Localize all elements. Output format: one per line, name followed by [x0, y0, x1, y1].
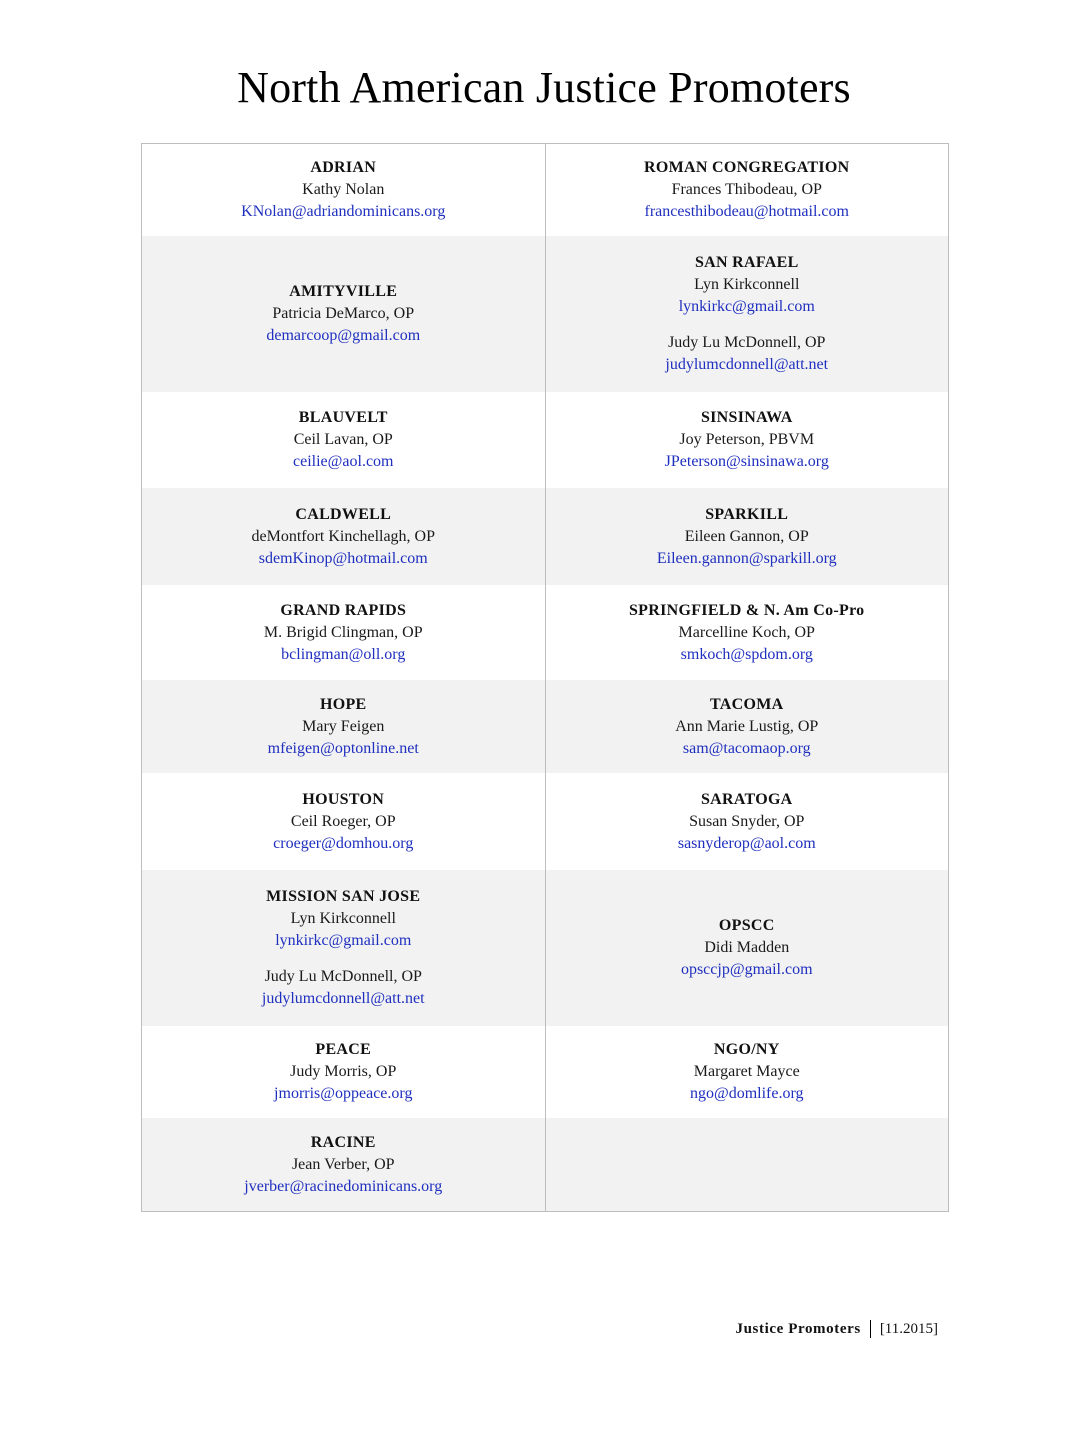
right-entry [546, 488, 949, 585]
organization-name: RACINE [310, 1133, 376, 1151]
left-entry [142, 144, 546, 236]
left-entry [142, 392, 546, 488]
contact-name: Mary Feigen [302, 717, 385, 735]
contact-block [690, 1061, 804, 1105]
contact-email-link[interactable]: ceilie@aol.com [293, 453, 394, 470]
table-row [142, 1026, 948, 1118]
contact-name: deMontfort Kinchellagh, OP [251, 527, 436, 545]
organization-name: PEACE [315, 1041, 372, 1058]
left-entry [142, 488, 546, 585]
table-row [142, 870, 948, 1026]
table-row [142, 585, 948, 680]
page-footer [736, 1320, 939, 1338]
left-entry [142, 236, 546, 392]
footer-label: Justice Promoters [735, 1320, 861, 1337]
contact-block [268, 716, 419, 760]
contact-email-link[interactable]: JPeterson@sinsinawa.org [664, 453, 829, 470]
organization-name: ADRIAN [310, 159, 377, 176]
table-row [142, 144, 948, 236]
contact-name: Lyn Kirkconnell [694, 276, 800, 293]
contact-email-link[interactable]: smkoch@spdom.org [680, 645, 813, 663]
right-entry [546, 870, 949, 1026]
contact-name: M. Brigid Clingman, OP [263, 623, 423, 641]
contact-name: Judy Lu McDonnell, OP [668, 334, 826, 351]
organization-name: CALDWELL [295, 505, 392, 523]
contact-block [262, 966, 425, 1010]
contact-email-link[interactable]: jverber@racinedominicans.org [244, 1177, 443, 1195]
left-entry [142, 585, 546, 680]
contact-email-link[interactable]: opsccjp@gmail.com [680, 961, 813, 978]
contact-name: Ceil Lavan, OP [293, 431, 393, 448]
right-entry [546, 680, 949, 773]
contact-name: Marcelline Koch, OP [678, 623, 815, 641]
contact-name: Ceil Roeger, OP [290, 812, 396, 830]
contact-block [657, 526, 837, 570]
right-entry [546, 1118, 949, 1211]
directory-table [141, 143, 949, 1212]
left-entry [142, 1118, 546, 1211]
contact-email-link[interactable]: sasnyderop@aol.com [677, 834, 816, 852]
organization-name: OPSCC [718, 917, 775, 934]
footer-divider [870, 1320, 871, 1338]
contact-email-link[interactable]: Eileen.gannon@sparkill.org [656, 549, 837, 567]
organization-name: SINSINAWA [700, 409, 793, 426]
contact-name: Joy Peterson, PBVM [679, 431, 815, 448]
table-row [142, 1118, 948, 1211]
contact-block [273, 811, 413, 855]
table-row [142, 773, 948, 870]
page-title: North American Justice Promoters [237, 63, 851, 112]
contact-email-link[interactable]: mfeigen@optonline.net [267, 739, 419, 757]
contact-email-link[interactable]: sdemKinop@hotmail.com [258, 549, 428, 567]
right-entry [546, 1026, 949, 1118]
contact-block [274, 1061, 412, 1105]
contact-block [675, 716, 818, 760]
organization-name: MISSION SAN JOSE [266, 888, 421, 905]
left-entry [142, 1026, 546, 1118]
contact-name: Eileen Gannon, OP [684, 527, 809, 545]
contact-email-link[interactable]: ngo@domlife.org [689, 1085, 804, 1102]
footer-date: [11.2015] [879, 1320, 938, 1337]
organization-name: ROMAN CONGREGATION [643, 159, 850, 176]
contact-email-link[interactable]: lynkirkc@gmail.com [678, 298, 815, 315]
contact-email-link[interactable]: francesthibodeau@hotmail.com [644, 203, 849, 220]
right-entry [546, 144, 949, 236]
contact-email-link[interactable]: bclingman@oll.org [281, 645, 406, 663]
contact-email-link[interactable]: croeger@domhou.org [273, 834, 414, 852]
right-entry [546, 585, 949, 680]
right-entry [546, 392, 949, 488]
left-entry [142, 680, 546, 773]
contact-block [251, 526, 435, 570]
right-entry [546, 236, 949, 392]
contact-block [679, 274, 815, 318]
contact-name: Margaret Mayce [693, 1063, 800, 1080]
table-row [142, 488, 948, 585]
contact-name: Judy Lu McDonnell, OP [264, 968, 422, 985]
contact-block [665, 429, 829, 473]
organization-name: BLAUVELT [298, 409, 388, 426]
contact-block [293, 429, 393, 473]
contact-name: Kathy Nolan [302, 181, 385, 198]
contact-block [681, 937, 813, 981]
contact-block [665, 332, 828, 376]
right-entry [546, 773, 949, 870]
contact-name: Didi Madden [704, 939, 790, 956]
organization-name: SAN RAFAEL [694, 254, 799, 271]
table-row [142, 236, 948, 392]
contact-email-link[interactable]: judylumcdonnell@att.net [665, 356, 829, 373]
organization-name: SPRINGFIELD & N. Am Co-Pro [628, 601, 865, 619]
contact-block [645, 179, 849, 223]
contact-block [679, 622, 815, 666]
organization-name: HOUSTON [302, 790, 385, 808]
organization-name: SARATOGA [700, 790, 793, 808]
left-entry [142, 870, 546, 1026]
contact-block [241, 179, 445, 223]
table-row [142, 392, 948, 488]
contact-block [244, 1154, 442, 1198]
contact-block [275, 908, 411, 952]
organization-name: GRAND RAPIDS [280, 601, 407, 619]
contact-name: Lyn Kirkconnell [290, 910, 396, 927]
contact-block [266, 303, 420, 347]
contact-email-link[interactable]: judylumcdonnell@att.net [261, 990, 425, 1007]
left-entry [142, 773, 546, 870]
contact-name: Frances Thibodeau, OP [671, 181, 822, 198]
contact-email-link[interactable]: demarcoop@gmail.com [266, 327, 421, 344]
contact-name: Patricia DeMarco, OP [272, 305, 415, 322]
contact-name: Judy Morris, OP [290, 1063, 397, 1080]
contact-email-link[interactable]: sam@tacomaop.org [682, 739, 811, 757]
contact-block [264, 622, 423, 666]
contact-name: Ann Marie Lustig, OP [675, 717, 819, 735]
organization-name: HOPE [319, 695, 367, 713]
organization-name: AMITYVILLE [289, 283, 398, 300]
contact-name: Jean Verber, OP [291, 1155, 395, 1173]
contact-email-link[interactable]: lynkirkc@gmail.com [275, 932, 412, 949]
contact-name: Susan Snyder, OP [689, 812, 805, 830]
contact-email-link[interactable]: jmorris@oppeace.org [274, 1085, 413, 1102]
organization-name: SPARKILL [705, 505, 789, 523]
organization-name: TACOMA [710, 695, 784, 713]
organization-name: NGO/NY [713, 1041, 780, 1058]
contact-block [678, 811, 816, 855]
table-row [142, 680, 948, 773]
contact-email-link[interactable]: KNolan@adriandominicans.org [241, 203, 446, 220]
